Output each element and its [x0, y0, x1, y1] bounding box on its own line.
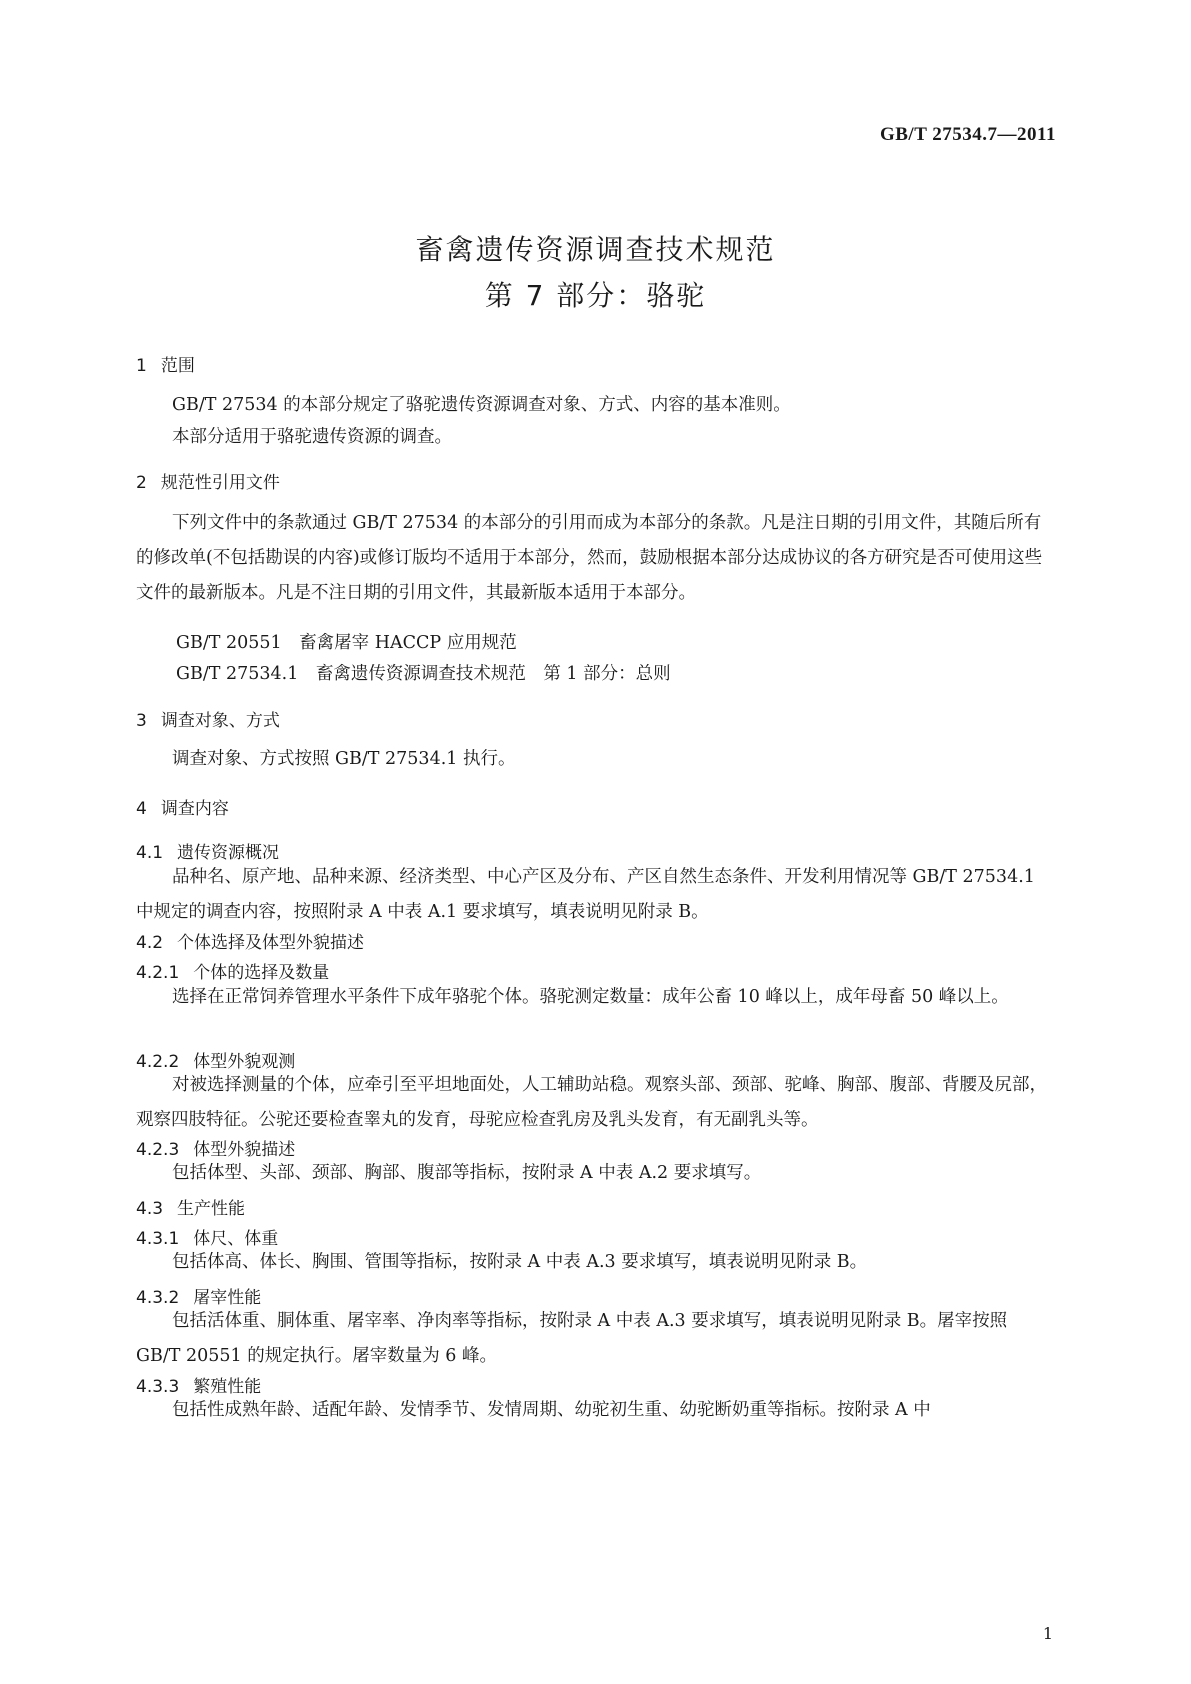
section-heading-4-2 — [136, 928, 364, 953]
section-title: 遗传资源概况 — [177, 843, 280, 863]
section-number: 4.1 — [136, 843, 164, 863]
section-number: 4 — [136, 799, 147, 819]
section-number: 4.3.2 — [136, 1288, 180, 1308]
section-heading-4-3 — [136, 1194, 245, 1219]
section-number: 4.2.3 — [136, 1140, 180, 1160]
paragraph: 包括活体重、胴体重、屠宰率、净肉率等指标，按附录 A 中表 A.3 要求填写，填表说明见附录 B。屠宰按照 GB/T 20551 的规定执行。屠宰数量为 6 峰。 — [136, 1311, 1008, 1366]
section-number: 4.3.3 — [136, 1377, 180, 1397]
section-title: 屠宰性能 — [193, 1288, 262, 1308]
section-title: 个体的选择及数量 — [193, 963, 330, 983]
section-title: 生产性能 — [177, 1199, 246, 1219]
section-title: 个体选择及体型外貌描述 — [177, 933, 365, 953]
section-title: 体尺、体重 — [193, 1229, 279, 1249]
paragraph: 选择在正常饲养管理水平条件下成年骆驼个体。骆驼测定数量：成年公畜 10 峰以上，成年母畜 50 峰以上。 — [172, 987, 1009, 1007]
paragraph: 包括性成熟年龄、适配年龄、发情季节、发情周期、幼驼初生重、幼驼断奶重等指标。按附录 A 中 — [172, 1400, 931, 1420]
section-title: 体型外貌描述 — [193, 1140, 296, 1160]
document-title: 畜禽遗传资源调查技术规范 — [415, 233, 776, 266]
section-heading-1 — [136, 351, 195, 376]
section-number: 4.3 — [136, 1199, 164, 1219]
section-number: 4.2 — [136, 933, 164, 953]
page-number: 1 — [1042, 1624, 1053, 1643]
section-title: 调查对象、方式 — [160, 711, 280, 731]
section-heading-4 — [136, 794, 229, 819]
section-number: 4.2.2 — [136, 1052, 180, 1072]
paragraph: 品种名、原产地、品种来源、经济类型、中心产区及分布、产区自然生态条件、开发利用情况等 GB/T 27534.1 中规定的调查内容，按照附录 A 中表 A.1 要求填写，填表说明见附录 B。 — [136, 867, 1035, 922]
paragraph: 下列文件中的条款通过 GB/T 27534 的本部分的引用而成为本部分的条款。凡是注日期的引用文件，其随后所有的修改单(不包括勘误的内容)或修订版均不适用于本部分，然而，鼓励根据本部分达成协议的各方研究是否可使用这些文件的最新版本。凡是不注日期的引用文件，其最新版本适用于本部分。 — [136, 513, 1043, 603]
paragraph: GB/T 27534 的本部分规定了骆驼遗传资源调查对象、方式、内容的基本准则。 — [172, 395, 791, 415]
standard-number: GB/T 27534.7—2011 — [879, 124, 1056, 145]
section-number: 2 — [136, 473, 147, 493]
section-number: 4.3.1 — [136, 1229, 180, 1249]
section-title: 繁殖性能 — [193, 1377, 262, 1397]
section-heading-2 — [136, 468, 280, 493]
paragraph: 本部分适用于骆驼遗传资源的调查。 — [172, 427, 452, 447]
section-title: 调查内容 — [160, 799, 229, 819]
paragraph: 对被选择测量的个体，应牵引至平坦地面处，人工辅助站稳。观察头部、颈部、驼峰、胸部、腹部、背腰及尻部，观察四肢特征。公驼还要检查睾丸的发育，母驼应检查乳房及乳头发育，有无副乳头等。 — [136, 1075, 1047, 1130]
normative-reference: GB/T 20551 畜禽屠宰 HACCP 应用规范 — [176, 633, 517, 653]
normative-reference: GB/T 27534.1 畜禽遗传资源调查技术规范 第 1 部分：总则 — [176, 664, 671, 684]
document-subtitle: 第 7 部分：骆驼 — [484, 279, 707, 312]
section-title: 规范性引用文件 — [160, 473, 280, 493]
section-number: 1 — [136, 356, 147, 376]
section-number: 4.2.1 — [136, 963, 180, 983]
paragraph: 调查对象、方式按照 GB/T 27534.1 执行。 — [172, 749, 516, 769]
section-title: 体型外貌观测 — [193, 1052, 296, 1072]
section-heading-3 — [136, 706, 280, 731]
paragraph: 包括体型、头部、颈部、胸部、腹部等指标，按附录 A 中表 A.2 要求填写。 — [172, 1163, 762, 1183]
section-title: 范围 — [160, 356, 195, 376]
section-number: 3 — [136, 711, 147, 731]
paragraph: 包括体高、体长、胸围、管围等指标，按附录 A 中表 A.3 要求填写，填表说明见附录 B。 — [172, 1252, 868, 1272]
